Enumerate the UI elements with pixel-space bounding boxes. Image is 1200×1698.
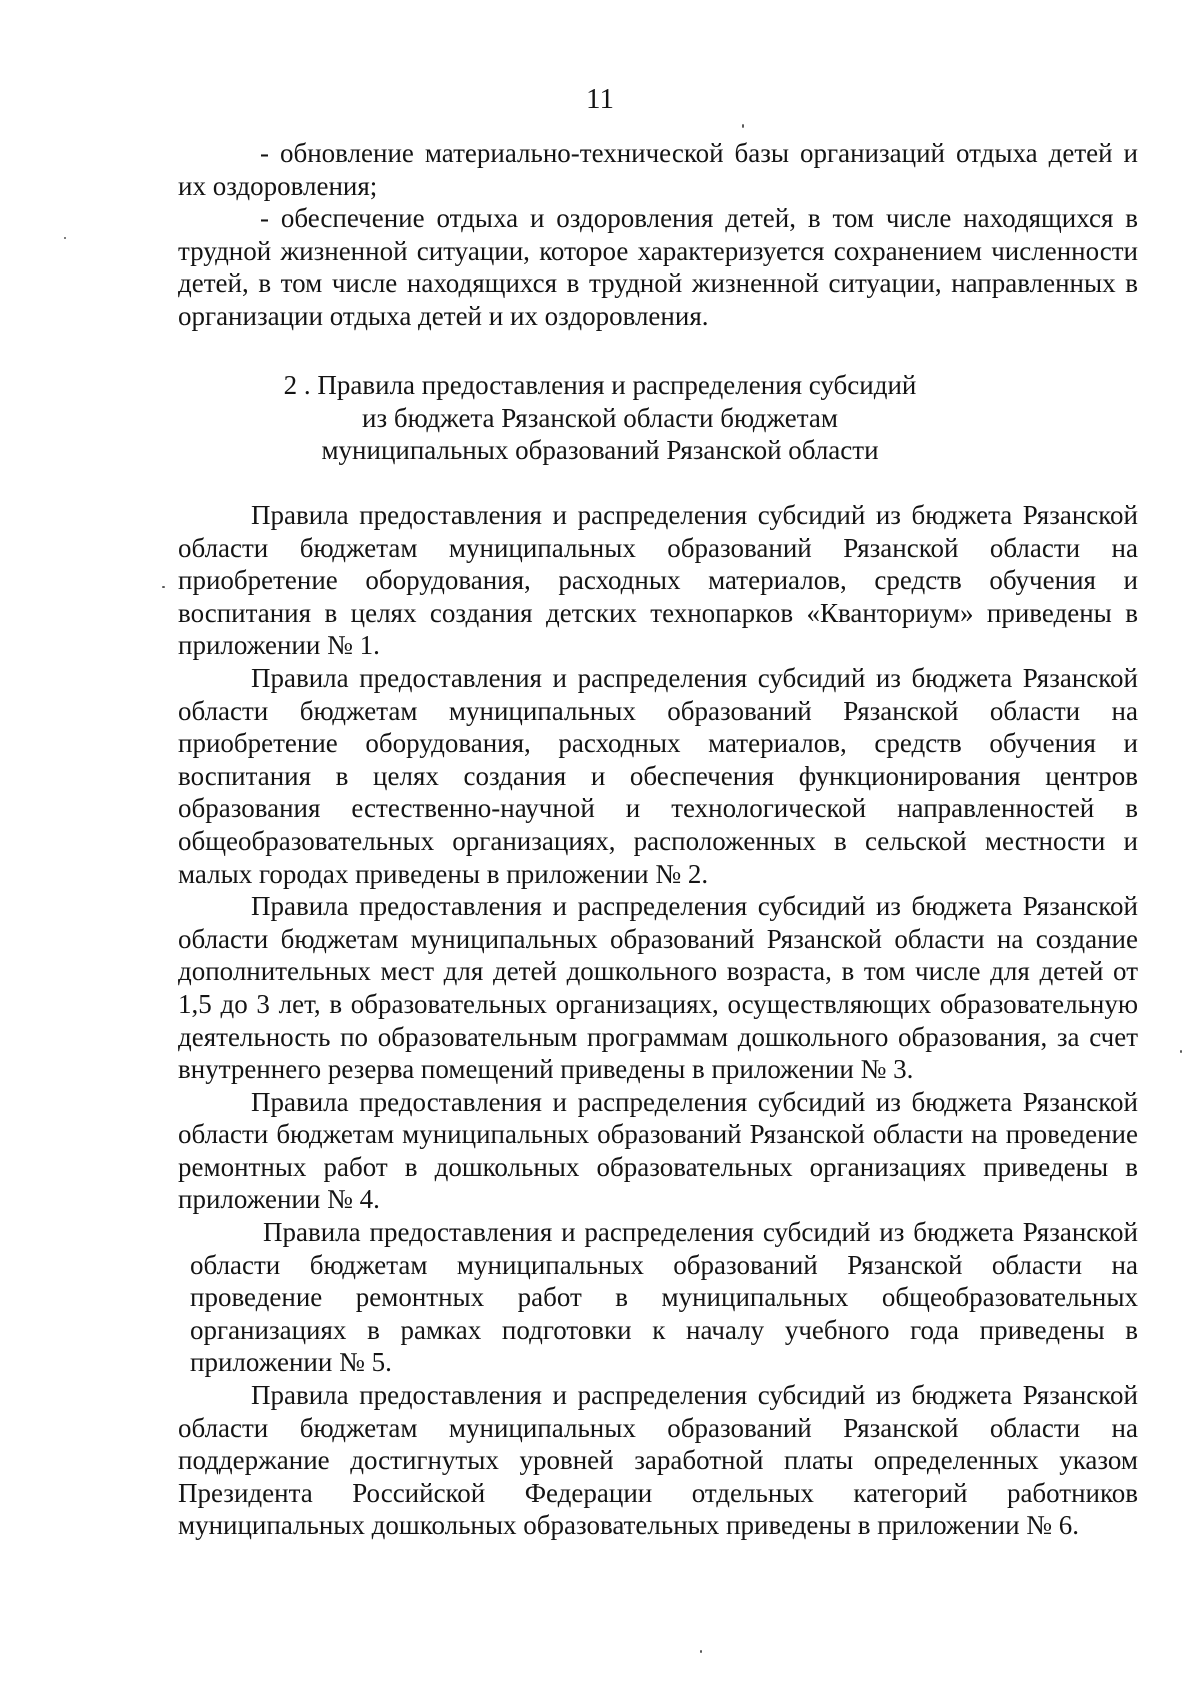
- intro-item: - обеспечение отдыха и оздоровления детей, в том числе находящихся в трудной жизненной ситуации, которое характеризуется сохранением численности детей, в том числе находящихся в трудной жизненной ситуации, направленных в организации отдыха детей и их оздоровления.: [178, 203, 1138, 331]
- section-heading-line: 2 . Правила предоставления и распределения субсидий: [283, 370, 917, 400]
- intro-list: [178, 137, 1138, 333]
- section-heading-line: из бюджета Рязанской области бюджетам: [362, 402, 838, 433]
- rule-paragraph: Правила предоставления и распределения субсидий из бюджета Рязанской области бюджетам муниципальных образований Рязанской области на создание дополнительных мест для детей дошкольного возраста, в том числе для детей от 1,5 до 3 лет, в образовательных организациях, осуществляющих образовательную деятельность по образовательным программам дошкольного образования, за счет внутреннего резерва помещений приведены в приложении № 3.: [178, 891, 1138, 1085]
- page-number: 11: [586, 83, 614, 115]
- section-heading: [0, 369, 1200, 467]
- scan-speck: [1180, 1050, 1182, 1053]
- scan-speck: [64, 237, 66, 239]
- rule-paragraph: Правила предоставления и распределения субсидий из бюджета Рязанской области бюджетам муниципальных образований Рязанской области на приобретение оборудования, расходных материалов, средств обучения и воспитания в целях создания и обеспечения функционирования центров образования естественно-научной и технологической направленностей в общеобразовательных организациях, расположенных в сельской местности и малых городах приведены в приложении № 2.: [178, 662, 1138, 889]
- rule-paragraph: Правила предоставления и распределения субсидий из бюджета Рязанской области бюджетам муниципальных образований Рязанской области на проведение ремонтных работ в муниципальных общеобразовательных организациях в рамках подготовки к началу учебного года приведены в приложении № 5.: [190, 1217, 1138, 1378]
- section-body: [178, 499, 1138, 1542]
- intro-item: - обновление материально-технической базы организаций отдыха детей и их оздоровления;: [178, 138, 1138, 201]
- rule-paragraph: Правила предоставления и распределения субсидий из бюджета Рязанской области бюджетам муниципальных образований Рязанской области на поддержание достигнутых уровней заработной платы определенных указом Президента Российской Федерации отдельных категорий работников муниципальных дошкольных образовательных приведены в приложении № 6.: [178, 1380, 1138, 1541]
- scan-speck: [742, 124, 744, 128]
- rule-paragraph: Правила предоставления и распределения субсидий из бюджета Рязанской области бюджетам муниципальных образований Рязанской области на проведение ремонтных работ в дошкольных образовательных организациях приведены в приложении № 4.: [178, 1086, 1138, 1215]
- scan-speck: [700, 1650, 702, 1653]
- section-heading-line: муниципальных образований Рязанской области: [321, 435, 879, 466]
- scan-speck: [162, 586, 165, 588]
- rule-paragraph: Правила предоставления и распределения субсидий из бюджета Рязанской области бюджетам муниципальных образований Рязанской области на приобретение оборудования, расходных материалов, средств обучения и воспитания в целях создания детских технопарков «Кванториум» приведены в приложении № 1.: [178, 500, 1138, 661]
